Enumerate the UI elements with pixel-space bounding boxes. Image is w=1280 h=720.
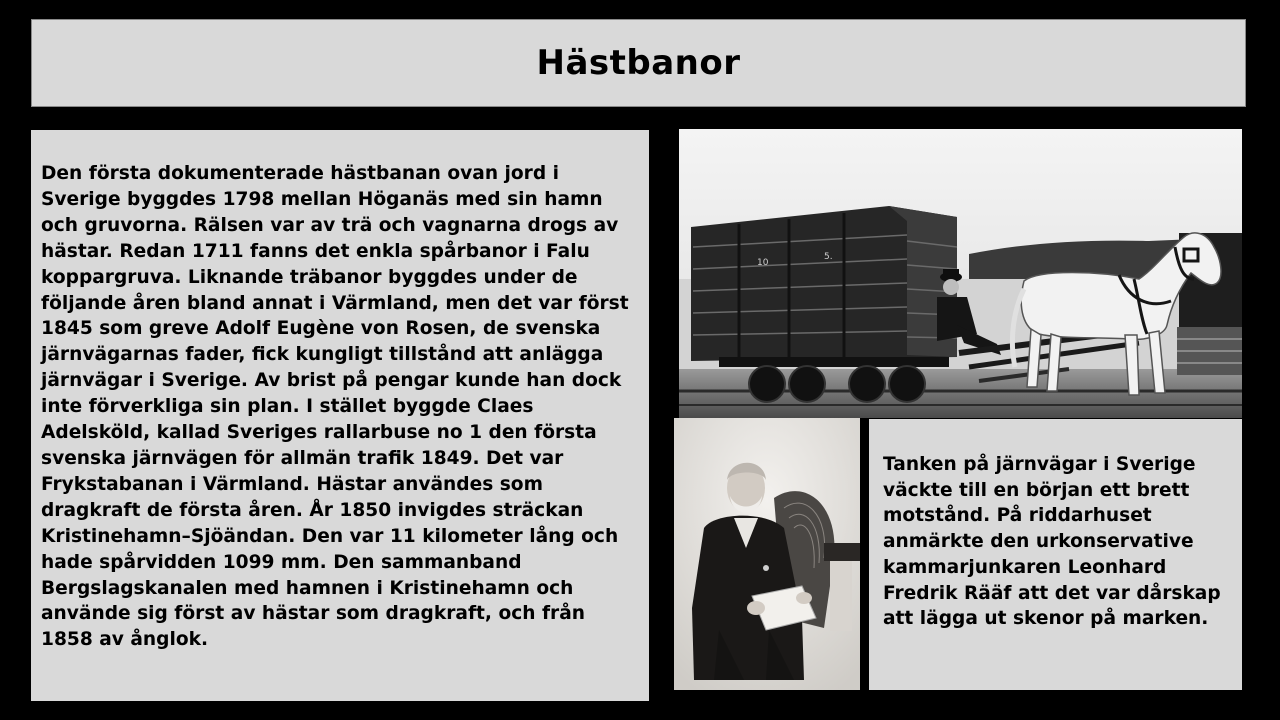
main-text: Den första dokumenterade hästbanan ovan jord i Sverige byggdes 1798 mellan Höganäs med sin hamn och gruvorna. Rälsen var av trä och vagnarna drogs av hästar. Redan 1711 fanns det enkla spårbanor i Falu koppargruva. Liknande träbanor byggdes under de följande åren bland annat i Värmland, men det var först 1845 som greve Adolf Eugène von Rosen, de svenska järnvägarnas fader, fick kungligt tillstånd att anlägga järnvägar i Sverige. Av brist på pengar kunde han dock inte förverkliga sin plan. I stället byggde Claes Adelsköld, kallad Sveriges rallarbuse no 1 den första svenska järnvägen för allmän trafik 1849. Det var Frykstabanan i Värmland. Hästar användes som dragkraft de första åren. År 1850 invigdes sträckan Kristinehamn–Sjöändan. Den var 11 kilometer lång och hade spårvidden 1099 mm. Den sammanband Bergslagskanalen med hamnen i Kristinehamn och använde sig först av hästar som dragkraft, och från 1858 av ånglok. xyxy=(41,163,629,651)
horse-wagon-photo xyxy=(679,129,1242,418)
horse-wagon-illustration xyxy=(679,129,1242,418)
slide-title: Hästbanor xyxy=(536,43,741,83)
side-text-box xyxy=(869,419,1242,690)
portrait-photo xyxy=(674,418,860,690)
main-text-box xyxy=(31,130,649,701)
wagon-number-label: 10 xyxy=(757,258,769,268)
seated-man-portrait-illustration xyxy=(674,418,860,690)
wagon-number-label: 5. xyxy=(824,252,833,262)
side-text: Tanken på järnvägar i Sverige väckte till en början ett brett motstånd. På riddarhuset anmärkte den urkonservative kammarjunkaren Leonhard Fredrik Rääf att det var dårskap att lägga ut skenor på marken. xyxy=(883,454,1221,630)
title-box xyxy=(31,19,1246,107)
